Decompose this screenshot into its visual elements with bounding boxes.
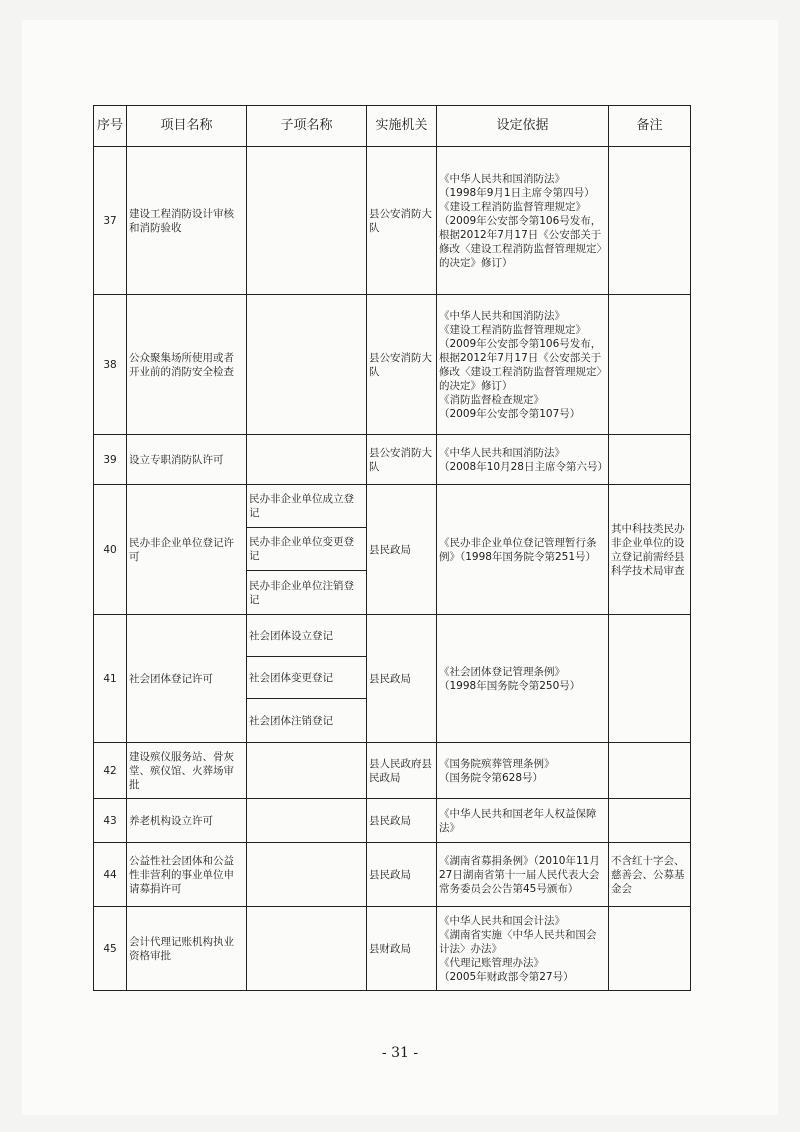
cell-sub-item <box>247 907 367 991</box>
cell-item-name: 会计代理记账机构执业资格审批 <box>127 907 247 991</box>
cell-agency: 县公安消防大队 <box>367 295 437 435</box>
cell-seq: 38 <box>94 295 127 435</box>
cell-remarks <box>609 907 691 991</box>
table-row <box>94 743 691 799</box>
cell-basis <box>437 485 609 615</box>
cell-item-name: 建设工程消防设计审核和消防验收 <box>127 147 247 295</box>
cell-seq: 43 <box>94 799 127 843</box>
cell-remarks <box>609 147 691 295</box>
table-row <box>94 799 691 843</box>
cell-basis <box>437 799 609 843</box>
cell-agency: 县民政局 <box>367 799 437 843</box>
cell-remarks <box>609 435 691 485</box>
basis-line: 《消防监督检查规定》 <box>439 393 544 406</box>
cell-item-name: 公众聚集场所使用或者开业前的消防安全检查 <box>127 295 247 435</box>
basis-line: 《中华人民共和国消防法》 <box>439 172 565 185</box>
cell-seq: 40 <box>94 485 127 615</box>
table-row <box>94 147 691 295</box>
cell-seq: 37 <box>94 147 127 295</box>
cell-agency: 县民政局 <box>367 615 437 743</box>
cell-remarks: 其中科技类民办非企业单位的设立登记前需经县科学技术局审查 <box>609 485 691 615</box>
basis-line: （国务院令第628号） <box>439 771 544 784</box>
basis-line: 《湖南省实施〈中华人民共和国会计法〉办法》 <box>439 928 597 955</box>
basis-line: 《中华人民共和国消防法》 <box>439 309 565 322</box>
basis-line: （2005年财政部令第27号） <box>439 970 574 983</box>
basis-line: 《民办非企业单位登记管理暂行条例》（1998年国务院令第251号） <box>439 536 597 563</box>
basis-line: 《代理记账管理办法》 <box>439 956 544 969</box>
cell-remarks <box>609 295 691 435</box>
cell-sub-item <box>247 295 367 435</box>
table-header-row <box>94 106 691 147</box>
basis-line: （1998年国务院令第250号） <box>439 679 581 692</box>
cell-sub-item: 社会团体设立登记 <box>247 615 367 657</box>
cell-agency: 县公安消防大队 <box>367 147 437 295</box>
cell-agency: 县民政局 <box>367 485 437 615</box>
cell-item-name: 养老机构设立许可 <box>127 799 247 843</box>
basis-line: 《建设工程消防监督管理规定》（2009年公安部令第106号发布，根据2012年7月17日《公安部关于修改〈建设工程消防监督管理规定〉的决定》修订） <box>439 200 602 269</box>
cell-basis <box>437 743 609 799</box>
cell-seq: 42 <box>94 743 127 799</box>
cell-sub-item: 民办非企业单位注销登记 <box>247 571 367 615</box>
cell-sub-item: 社会团体变更登记 <box>247 657 367 699</box>
cell-item-name: 公益性社会团体和公益性非营利的事业单位申请募捐许可 <box>127 843 247 907</box>
cell-item-name: 建设殡仪服务站、骨灰堂、殡仪馆、火葬场审批 <box>127 743 247 799</box>
cell-remarks: 不含红十字会、慈善会、公募基金会 <box>609 843 691 907</box>
basis-line: 《国务院殡葬管理条例》 <box>439 757 555 770</box>
basis-line: 《建设工程消防监督管理规定》（2009年公安部令第106号发布，根据2012年7月17日《公安部关于修改〈建设工程消防监督管理规定〉的决定》修订） <box>439 323 602 392</box>
basis-line: 《中华人民共和国会计法》 <box>439 914 565 927</box>
cell-seq: 41 <box>94 615 127 743</box>
licensing-items-table <box>93 105 691 991</box>
table-row <box>94 485 691 528</box>
basis-line: （1998年9月1日主席令第四号） <box>439 186 595 199</box>
basis-line: 《中华人民共和国老年人权益保障法》 <box>439 807 597 834</box>
cell-remarks <box>609 799 691 843</box>
table-row <box>94 907 691 991</box>
cell-sub-item <box>247 743 367 799</box>
cell-agency: 县财政局 <box>367 907 437 991</box>
cell-item-name: 社会团体登记许可 <box>127 615 247 743</box>
table-row <box>94 843 691 907</box>
cell-sub-item: 社会团体注销登记 <box>247 699 367 743</box>
basis-line: 《社会团体登记管理条例》 <box>439 665 565 678</box>
cell-sub-item <box>247 843 367 907</box>
cell-agency: 县民政局 <box>367 843 437 907</box>
header-remarks: 备注 <box>609 106 691 147</box>
cell-item-name: 民办非企业单位登记许可 <box>127 485 247 615</box>
header-seq: 序号 <box>94 106 127 147</box>
cell-remarks <box>609 615 691 743</box>
cell-seq: 45 <box>94 907 127 991</box>
page-number: - 31 - <box>381 1045 419 1061</box>
cell-item-name: 设立专职消防队许可 <box>127 435 247 485</box>
basis-line: （2008年10月28日主席令第六号） <box>439 460 608 473</box>
cell-basis <box>437 907 609 991</box>
header-agency: 实施机关 <box>367 106 437 147</box>
cell-agency: 县人民政府县民政局 <box>367 743 437 799</box>
header-sub-item: 子项名称 <box>247 106 367 147</box>
header-basis: 设定依据 <box>437 106 609 147</box>
cell-sub-item <box>247 435 367 485</box>
cell-basis <box>437 843 609 907</box>
cell-basis <box>437 147 609 295</box>
cell-sub-item <box>247 147 367 295</box>
cell-sub-item: 民办非企业单位变更登记 <box>247 528 367 571</box>
header-item-name: 项目名称 <box>127 106 247 147</box>
basis-line: 《中华人民共和国消防法》 <box>439 446 565 459</box>
basis-line: 《湖南省募捐条例》（2010年11月27日湖南省第十一届人民代表大会常务委员会公告第45号颁布） <box>439 854 600 895</box>
table-row <box>94 435 691 485</box>
cell-basis <box>437 615 609 743</box>
table-row <box>94 295 691 435</box>
table-row <box>94 615 691 657</box>
cell-sub-item <box>247 799 367 843</box>
cell-basis <box>437 435 609 485</box>
cell-agency: 县公安消防大队 <box>367 435 437 485</box>
cell-sub-item: 民办非企业单位成立登记 <box>247 485 367 528</box>
cell-seq: 39 <box>94 435 127 485</box>
cell-seq: 44 <box>94 843 127 907</box>
cell-basis <box>437 295 609 435</box>
basis-line: （2009年公安部令第107号） <box>439 407 581 420</box>
cell-remarks <box>609 743 691 799</box>
